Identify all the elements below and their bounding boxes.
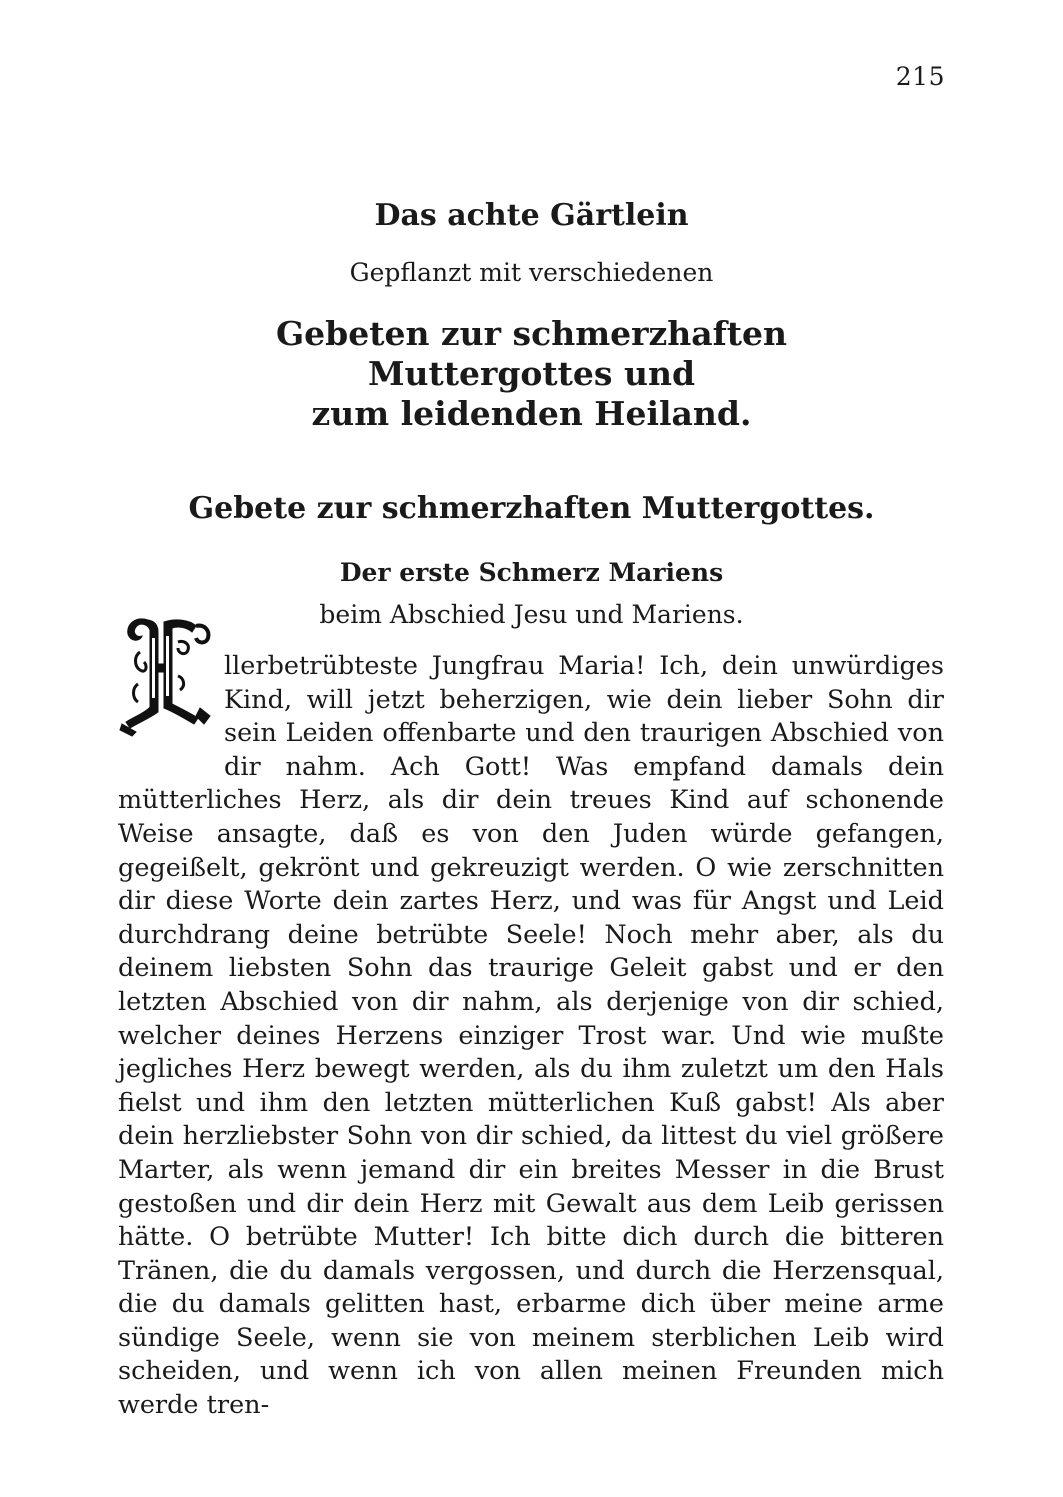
body-paragraph bbox=[118, 650, 944, 1423]
main-heading bbox=[0, 314, 1063, 434]
sub-heading-line2: beim Abschied Jesu und Mariens. bbox=[319, 600, 744, 629]
main-heading-line: Gebeten zur schmerzhaften bbox=[275, 314, 788, 353]
main-heading-line: zum leidenden Heiland. bbox=[311, 394, 752, 433]
chapter-subtitle: Gepflanzt mit verschiedenen bbox=[349, 258, 714, 287]
ornamental-drop-cap-icon bbox=[118, 612, 218, 730]
sub-heading: Der erste Schmerz Mariens bbox=[339, 558, 724, 587]
body-text: llerbetrübteste Jungfrau Maria! Ich, dein unwürdiges Kind, will jetzt beherzigen, wie dein lieber Sohn dir sein Leiden offenbarte und den traurigen Abschied von dir nahm. Ach Gott! Was empfand damals dein mütterliches Herz, als dir dein treues Kind auf schonende Weise ansagte, daß es von den Juden würde gefangen, gegeißelt, gekrönt und gekreuzigt werden. O wie zerschnitten dir diese Worte dein zartes Herz, und was für Angst und Leid durchdrang deine betrübte Seele! Noch mehr aber, als du deinem liebsten Sohn das traurige Geleit gabst und er den letzten Abschied von dir nahm, als derjenige von dir schied, welcher deines Herzens einziger Trost war. Und wie mußte jegliches Herz bewegt werden, als du ihm zuletzt um den Hals fielst und ihm den letzten mütterlichen Kuß gabst! Als aber dein herzliebster Sohn von dir schied, da littest du viel größere Marter, als wenn jemand dir ein breites Messer in die Brust gestoßen und dir dein Herz mit Gewalt aus dem Leib gerissen hätte. O betrübte Mutter! Ich bitte dich durch die bitteren Tränen, die du damals vergossen, und durch die Herzensqual, die du damals gelitten hast, erbarme dich über meine arme sündige Seele, wenn sie von meinem sterblichen Leib wird scheiden, und wenn ich von allen meinen Freunden mich werde tren- bbox=[118, 651, 944, 1421]
page-number: 215 bbox=[895, 62, 945, 91]
main-heading-line: Muttergottes und bbox=[367, 354, 696, 393]
chapter-title: Das achte Gärtlein bbox=[374, 198, 689, 233]
section-heading: Gebete zur schmerzhaften Muttergottes. bbox=[188, 491, 875, 526]
